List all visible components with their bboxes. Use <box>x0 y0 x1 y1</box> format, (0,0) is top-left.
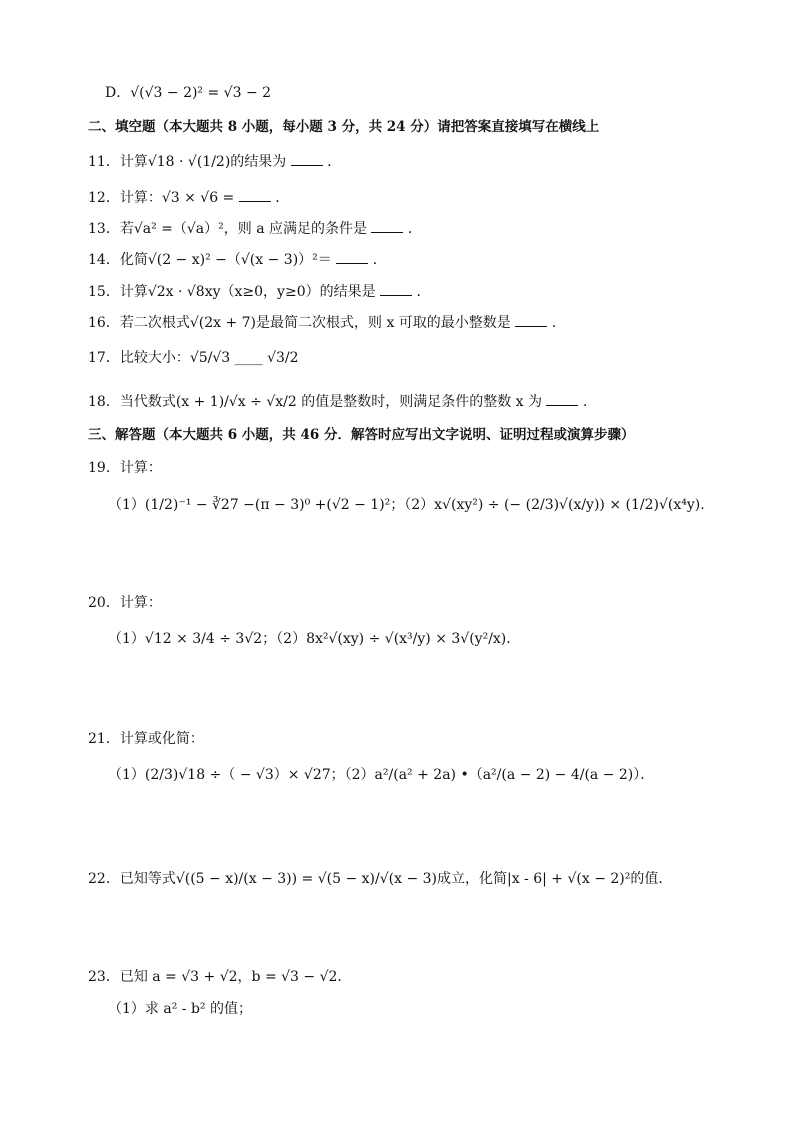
question-21 <box>88 730 204 748</box>
question-14-text: 14．化简√(2 − x)² −（√(x − 3)）²＝ <box>88 252 332 268</box>
question-22-text: 22．已知等式√((5 − x)/(x − 3)) = √(5 − x)/√(x − 3)成立，化简|x - 6| + √(x − 2)²的值． <box>88 871 673 887</box>
answer-blank[interactable] <box>515 313 547 327</box>
question-15-period: ． <box>416 284 431 300</box>
question-13-period: ． <box>407 221 422 237</box>
section-fill-in-header <box>88 118 599 136</box>
question-21-text: 21．计算或化简： <box>88 731 204 747</box>
question-12-period: ． <box>275 190 290 206</box>
answer-blank[interactable] <box>546 392 578 406</box>
answer-blank[interactable] <box>371 219 403 233</box>
question-21-parts <box>108 766 654 784</box>
question-12-text: 12．计算：√3 × √6 = <box>88 190 235 206</box>
section-solution-header-text: 三、解答题（本大题共 6 小题，共 46 分．解答时应写出文字说明、证明过程或演算步骤） <box>88 427 635 443</box>
question-20-parts <box>108 630 520 648</box>
question-13 <box>88 219 422 238</box>
answer-blank[interactable] <box>291 152 323 166</box>
question-18-period: ． <box>582 394 597 410</box>
question-11-period: ． <box>327 154 342 170</box>
question-11-text: 11．计算√18 · √(1/2)的结果为 <box>88 154 287 170</box>
question-16-text: 16．若二次根式√(2x + 7)是最简二次根式，则 x 可取的最小整数是 <box>88 315 511 331</box>
question-23-text: 23．已知 a = √3 + √2，b = √3 − √2． <box>88 969 352 985</box>
question-23 <box>88 968 351 986</box>
question-19-text: 19．计算： <box>88 460 162 476</box>
question-14 <box>88 250 387 269</box>
question-15 <box>88 282 431 301</box>
question-16 <box>88 313 566 332</box>
question-17-text: 17．比较大小：√5/√3 ____ √3/2 <box>88 350 299 366</box>
question-14-period: ． <box>372 252 387 268</box>
question-18-text: 18．当代数式(x + 1)/√x ÷ √x/2 的值是整数时，则满足条件的整数 x 为 <box>88 394 543 410</box>
question-19-parts <box>108 496 705 514</box>
option-d-text: D．√(√3 − 2)² = √3 − 2 <box>105 85 272 101</box>
question-20 <box>88 594 162 612</box>
question-11 <box>88 152 341 171</box>
question-21-parts-text: （1）(2/3)√18 ÷（ − √3）× √27；（2）a²/(a² + 2a) •（a²/(a − 2) − 4/(a − 2)）． <box>108 767 655 783</box>
question-16-period: ． <box>551 315 566 331</box>
question-13-text: 13．若√a² =（√a）²，则 a 应满足的条件是 <box>88 221 368 237</box>
section-solution-header <box>88 426 634 444</box>
answer-blank[interactable] <box>336 250 368 264</box>
question-19-parts-text: （1）(1/2)⁻¹ − ∛27 −(π − 3)⁰ +(√2 − 1)²；（2）x√(xy²) ÷ (− (2/3)√(x/y)) × (1/2)√(x⁴y). <box>108 497 705 513</box>
answer-blank[interactable] <box>239 188 271 202</box>
option-d <box>105 84 271 102</box>
question-23-part-1-text: （1）求 a² - b² 的值； <box>108 1001 252 1017</box>
question-12 <box>88 188 289 207</box>
question-22 <box>88 870 672 888</box>
answer-blank[interactable] <box>380 282 412 296</box>
question-20-text: 20．计算： <box>88 595 162 611</box>
question-17 <box>88 349 299 367</box>
question-15-text: 15．计算√2x · √8xy（x≥0，y≥0）的结果是 <box>88 284 376 300</box>
question-19 <box>88 459 162 477</box>
question-20-parts-text: （1）√12 × 3/4 ÷ 3√2；（2）8x²√(xy) ÷ √(x³/y) × 3√(y²/x)． <box>108 631 521 647</box>
section-fill-in-header-text: 二、填空题（本大题共 8 小题，每小题 3 分，共 24 分）请把答案直接填写在横线上 <box>88 119 600 135</box>
question-18 <box>88 392 597 411</box>
question-23-part-1 <box>108 1000 252 1018</box>
